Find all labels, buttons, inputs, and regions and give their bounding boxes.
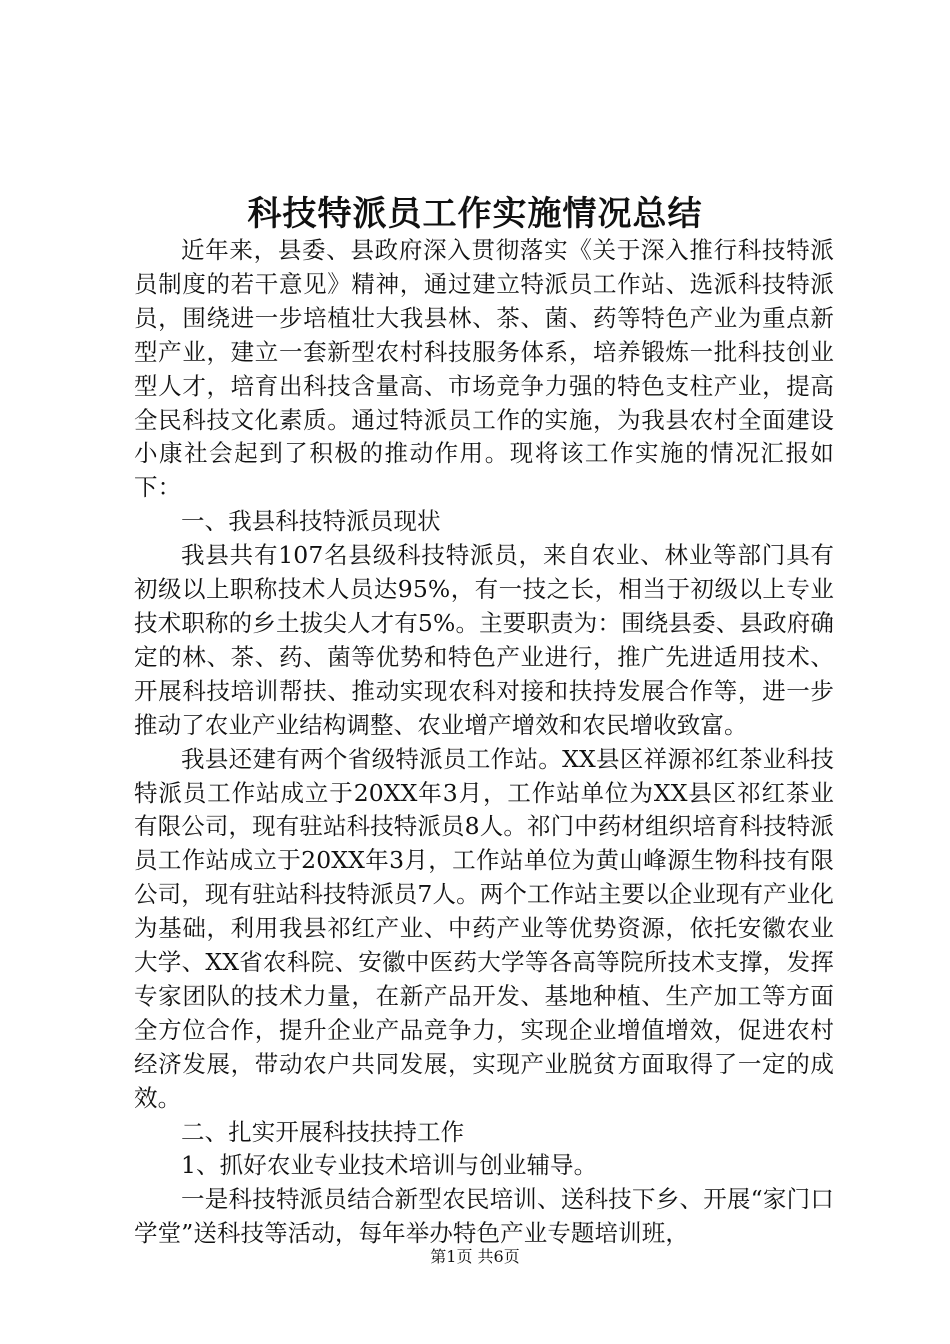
paragraph-stations: 我县还建有两个省级特派员工作站。XX县区祥源祁红茶业科技特派员工作站成立于20XX年3月，工作站单位为XX县区祁红茶业有限公司，现有驻站科技特派员8人。祁门中药材组织培育科技特派员工作站成立于20XX年3月，工作站单位为黄山峰源生物科技有限公司，现有驻站科技特派员7人。两个工作站主要以企业现有产业化为基础，利用我县祁红产业、中药产业等优势资源，依托安徽农业大学、XX省农科院、安徽中医药大学等各高等院所技术支撑，发挥专家团队的技术力量，在新产品开发、基地种植、生产加工等方面全方位合作，提升企业产品竞争力，实现企业增值增效，促进农村经济发展，带动农户共同发展，实现产业脱贫方面取得了一定的成效。: [134, 744, 834, 1112]
section-heading-2: 二、扎实开展科技扶持工作: [181, 1117, 465, 1146]
document-title: 科技特派员工作实施情况总结: [247, 194, 703, 234]
document-body: [134, 234, 834, 1251]
subsection-heading-1: 1、抓好农业专业技术培训与创业辅导。: [181, 1151, 598, 1180]
paragraph-status: 我县共有107名县级科技特派员，来自农业、林业等部门具有初级以上职称技术人员达95%，有一技之长，相当于初级以上专业技术职称的乡土拔尖人才有5%。主要职责为：围绕县委、县政府确定的林、茶、药、菌等优势和特色产业进行，推广先进适用技术、开展科技培训帮扶、推动实现农科对接和扶持发展合作等，进一步推动了农业产业结构调整、农业增产增效和农民增收致富。: [134, 541, 834, 739]
paragraph-training: 一是科技特派员结合新型农民培训、送科技下乡、开展“家门口学堂”送科技等活动，每年举办特色产业专题培训班，: [134, 1185, 834, 1248]
section-heading-1: 一、我县科技特派员现状: [181, 507, 441, 536]
page-number-footer: 第1页 共6页: [430, 1247, 520, 1266]
paragraph-intro: 近年来，县委、县政府深入贯彻落实《关于深入推行科技特派员制度的若干意见》精神，通过建立特派员工作站、选派科技特派员，围绕进一步培植壮大我县林、茶、菌、药等特色产业为重点新型产业，建立一套新型农村科技服务体系，培养锻炼一批科技创业型人才，培育出科技含量高、市场竞争力强的特色支柱产业，提高全民科技文化素质。通过特派员工作的实施，为我县农村全面建设小康社会起到了积极的推动作用。现将该工作实施的情况汇报如下：: [134, 236, 834, 502]
